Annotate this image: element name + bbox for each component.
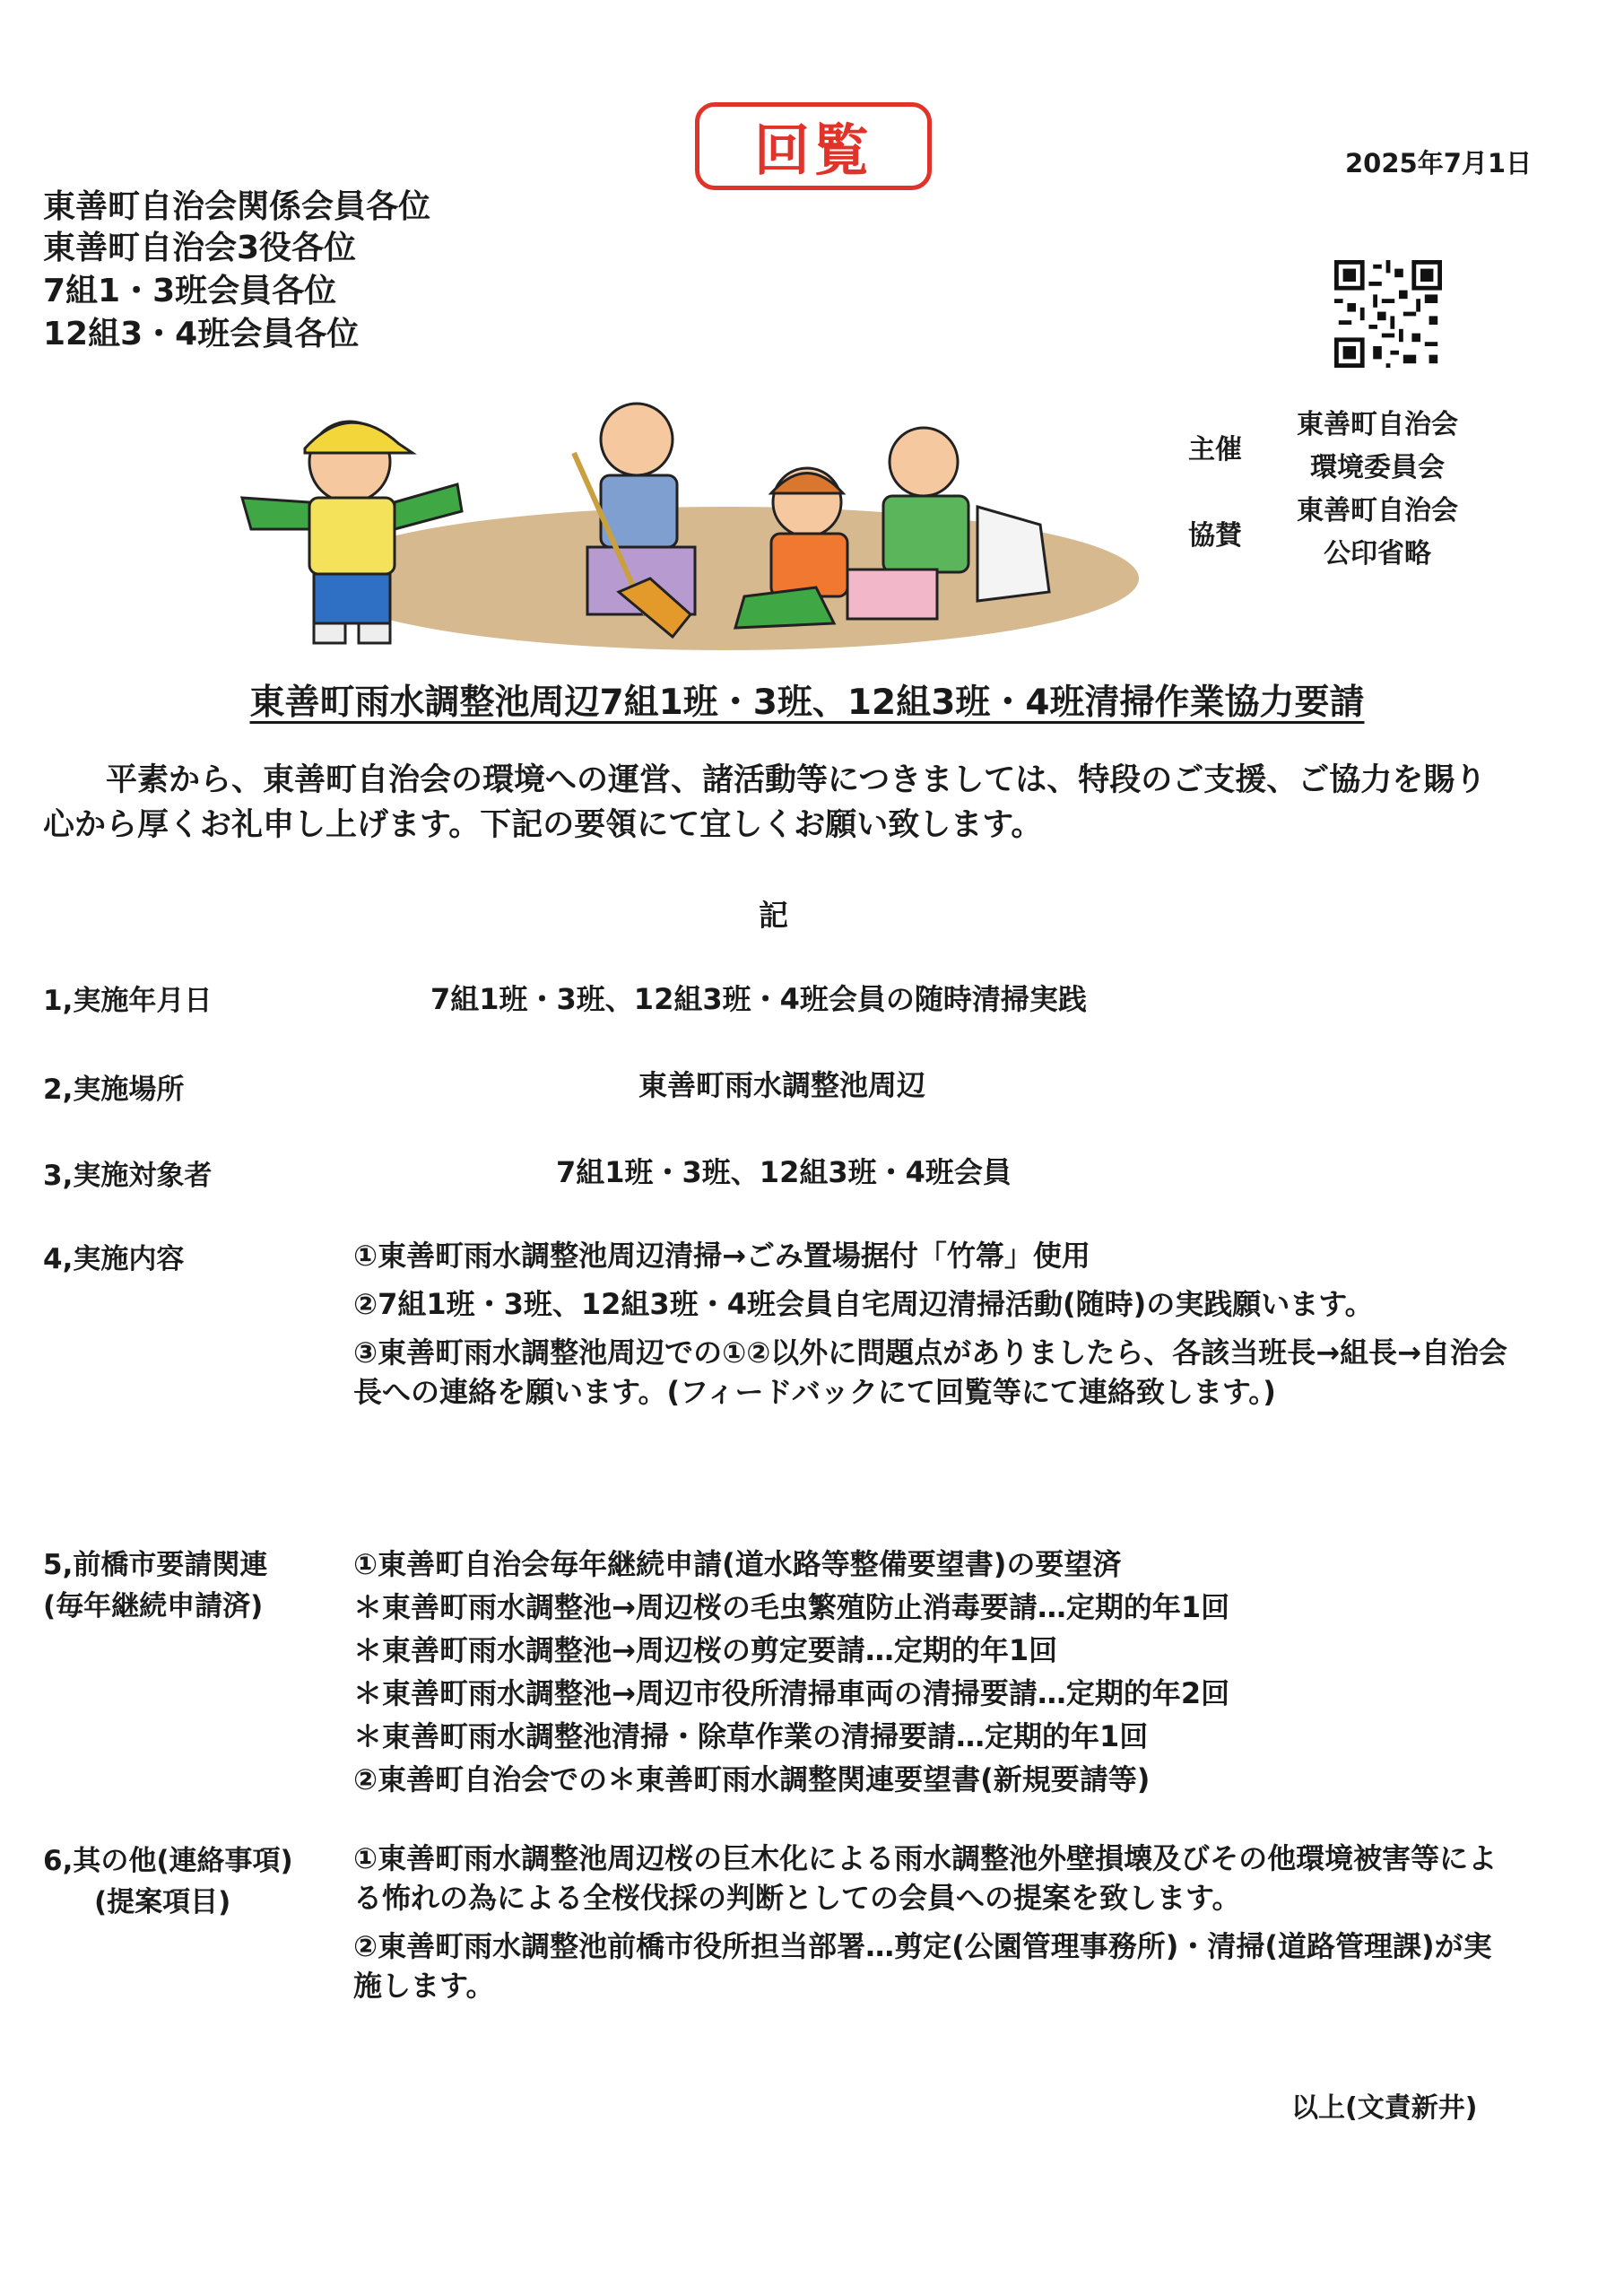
host-org: 東善町自治会 (1297, 409, 1458, 440)
recipient-line: 12組3・4班会員各位 (43, 316, 360, 352)
item6-line: ②東善町雨水調整池前橋市役所担当部署…剪定(公園管理事務所)・清掃(道路管理課)が実施します。 (353, 1929, 1492, 2003)
qr-code-icon (1334, 260, 1442, 368)
item3-value: 7組1班・3班、12組3班・4班会員 (556, 1155, 1012, 1189)
cleanup-illustration (188, 399, 1157, 659)
item5-line: ①東善町自治会毎年継続申請(道水路等整備要望書)の要望済 (353, 1547, 1122, 1581)
item5-content (353, 1543, 1519, 1801)
item2-label: 2,実施場所 (43, 1074, 185, 1106)
sponsor-label: 協賛 (1188, 520, 1242, 552)
host-label: 主催 (1188, 434, 1242, 465)
ki-heading: 記 (759, 898, 788, 933)
item4-line: ③東善町雨水調整池周辺での①②以外に問題点がありましたら、各該当班長→組長→自治会長への連絡を願います。(フィードバックにて回覧等にて連絡致します。) (353, 1335, 1507, 1409)
seal-omitted-note: 公印省略 (1324, 538, 1431, 570)
item2-value: 東善町雨水調整池周辺 (638, 1068, 926, 1102)
host-committee: 環境委員会 (1310, 452, 1445, 483)
closing-signature: 以上(文責新井) (1291, 2092, 1478, 2124)
item6-line: ①東善町雨水調整池周辺桜の巨木化による雨水調整池外壁損壊及びその他環境被害等による怖れの為による全桜伐採の判断としての会員への提案を致します。 (353, 1841, 1498, 1915)
document-date: 2025年7月1日 (1345, 148, 1533, 178)
item6-sublabel: (提案項目) (94, 1886, 231, 1918)
item5-line: ＊東善町雨水調整池→周辺桜の毛虫繁殖防止消毒要請…定期的年1回 (353, 1590, 1230, 1624)
item4-label: 4,実施内容 (43, 1243, 185, 1275)
item6-content (353, 1839, 1519, 2014)
item5-line: ＊東善町雨水調整池→周辺市役所清掃車両の清掃要請…定期的年2回 (353, 1676, 1230, 1710)
item5-line: ＊東善町雨水調整池清掃・除草作業の清掃要請…定期的年1回 (353, 1719, 1149, 1753)
item4-content (353, 1236, 1519, 1421)
item5-sublabel: (毎年継続申請済) (43, 1590, 264, 1622)
document-title: 東善町雨水調整池周辺7組1班・3班、12組3班・4班清掃作業協力要請 (249, 683, 1365, 723)
circulation-stamp: 回覧 (695, 102, 932, 190)
recipient-line: 7組1・3班会員各位 (43, 273, 337, 309)
sponsor-org: 東善町自治会 (1297, 495, 1458, 526)
intro-paragraph: 平素から、東善町自治会の環境への運営、諸活動等につきましては、特段のご支援、ご協力を賜り心から厚くお礼申し上げます。下記の要領にて宜しくお願い致します。 (43, 762, 1487, 843)
item1-label: 1,実施年月日 (43, 985, 213, 1017)
item4-line: ①東善町雨水調整池周辺清掃→ごみ置場据付「竹箒」使用 (353, 1239, 1090, 1273)
item4-line: ②7組1班・3班、12組3班・4班会員自宅周辺清掃活動(随時)の実践願います。 (353, 1287, 1374, 1321)
item6-label: 6,其の他(連絡事項) (43, 1845, 293, 1877)
recipient-line: 東善町自治会3役各位 (43, 230, 357, 266)
item3-label: 3,実施対象者 (43, 1160, 213, 1192)
item5-line: ②東善町自治会での＊東善町雨水調整関連要望書(新規要請等) (353, 1762, 1151, 1796)
item5-line: ＊東善町雨水調整池→周辺桜の剪定要請…定期的年1回 (353, 1633, 1058, 1667)
recipient-line: 東善町自治会関係会員各位 (43, 188, 431, 225)
item1-value: 7組1班・3班、12組3班・4班会員の随時清掃実践 (430, 982, 1087, 1016)
item5-label: 5,前橋市要請関連 (43, 1549, 268, 1581)
